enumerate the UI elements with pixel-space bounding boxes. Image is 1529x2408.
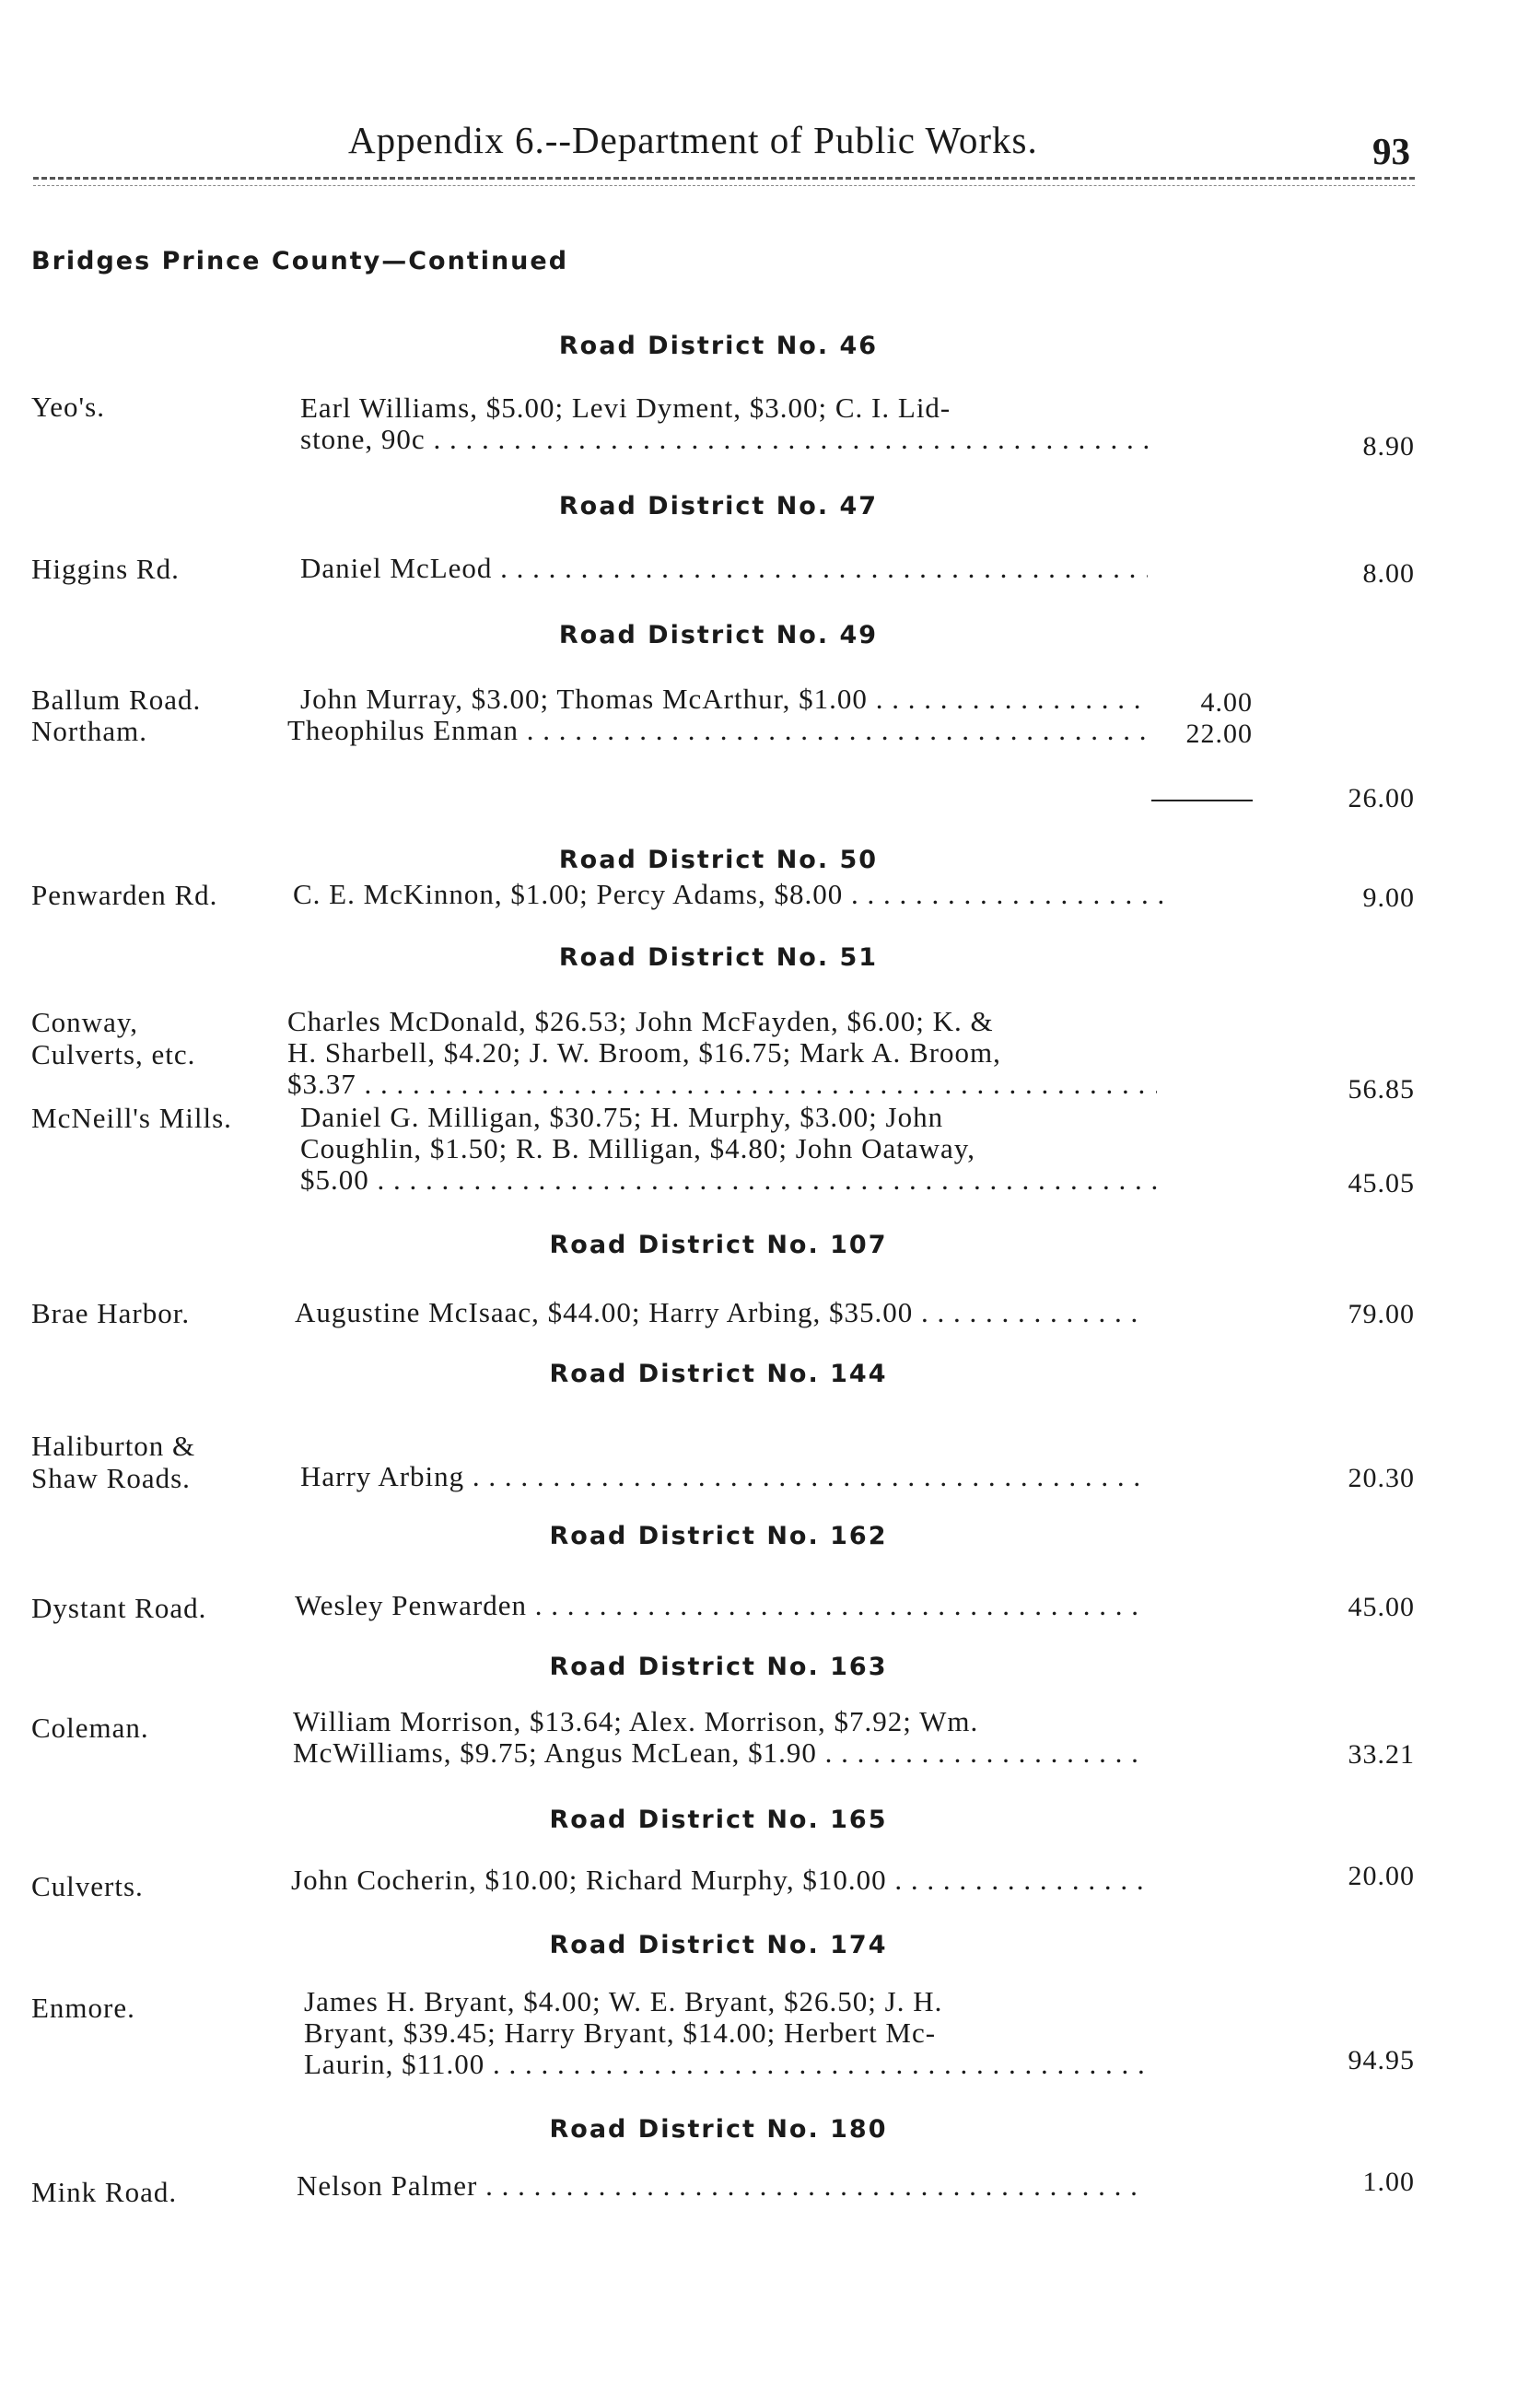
district-heading: Road District No. 165: [549, 1806, 888, 1834]
payee-entry: [300, 392, 1148, 455]
location-label: Higgins Rd.: [31, 553, 180, 585]
entry-line: stone, 90c . . .: [300, 424, 1148, 455]
payee-entry: [293, 879, 1162, 910]
district-heading: Road District No. 163: [549, 1653, 888, 1681]
location-label: Haliburton & Shaw Roads.: [31, 1430, 196, 1494]
district-total: 8.00: [1362, 558, 1415, 589]
item-amount: 22.00: [1185, 719, 1253, 749]
entry-line: Coughlin, $1.50; R. B. Milligan, $4.80; John Oataway,: [300, 1133, 975, 1164]
entry-line: Theophilus Enman . . .: [287, 715, 1148, 746]
district-heading: Road District No. 180: [549, 2115, 888, 2144]
page-number: 93: [1372, 130, 1410, 172]
district-total: 20.30: [1348, 1463, 1415, 1493]
entry-line: $3.37 . . .: [287, 1069, 1157, 1100]
district-heading: Road District No. 144: [549, 1360, 888, 1388]
district-total: 20.00: [1348, 1861, 1415, 1891]
district-total: 33.21: [1348, 1739, 1415, 1770]
location-label: Penwarden Rd.: [31, 879, 218, 911]
entry-line: McWilliams, $9.75; Angus McLean, $1.90 . . .: [293, 1737, 1148, 1769]
entry-line: James H. Bryant, $4.00; W. E. Bryant, $26.50; J. H.: [304, 1986, 943, 2017]
entry-line: William Morrison, $13.64; Alex. Morrison, $7.92; Wm.: [293, 1706, 979, 1737]
payee-entry: [287, 715, 1148, 746]
header-rule-secondary: [33, 185, 1415, 186]
district-heading: Road District No. 107: [549, 1231, 888, 1259]
payee-entry: [300, 684, 1148, 715]
payee-entry: [293, 1706, 1148, 1769]
payee-entry: [291, 1864, 1148, 1896]
district-heading: Road District No. 162: [549, 1522, 888, 1550]
location-label: Northam.: [31, 715, 147, 747]
item-amount: 4.00: [1200, 687, 1253, 718]
payee-entry: [287, 1006, 1157, 1100]
entry-line: Augustine McIsaac, $44.00; Harry Arbing, $35.00 . . .: [295, 1297, 1148, 1328]
location-label: Culverts.: [31, 1870, 144, 1902]
district-heading: Road District No. 50: [558, 846, 879, 874]
district-heading: Road District No. 47: [558, 492, 879, 520]
location-label: Ballum Road.: [31, 684, 202, 716]
payee-entry: [300, 1461, 1148, 1492]
location-label: McNeill's Mills.: [31, 1102, 232, 1134]
district-total: 45.05: [1348, 1168, 1415, 1198]
entry-line: Daniel G. Milligan, $30.75; H. Murphy, $3.00; John: [300, 1102, 944, 1133]
location-label: Brae Harbor.: [31, 1297, 191, 1329]
district-total: 94.95: [1348, 2045, 1415, 2075]
district-total: 9.00: [1362, 883, 1415, 913]
entry-line: Laurin, $11.00 . . .: [304, 2049, 1148, 2080]
district-total: 45.00: [1348, 1592, 1415, 1622]
payee-entry: [295, 1297, 1148, 1328]
district-total: 1.00: [1362, 2167, 1415, 2197]
entry-line: Bryant, $39.45; Harry Bryant, $14.00; Herbert Mc-: [304, 2017, 937, 2049]
entry-line: Wesley Penwarden . . .: [295, 1590, 1148, 1621]
district-total: 26.00: [1348, 783, 1415, 813]
entry-line: C. E. McKinnon, $1.00; Percy Adams, $8.00 . . .: [293, 879, 1162, 910]
entry-line: Harry Arbing . . .: [300, 1461, 1148, 1492]
district-total: 56.85: [1348, 1074, 1415, 1105]
location-label: Yeo's.: [31, 391, 105, 423]
payee-entry: [297, 2170, 1148, 2202]
payee-entry: [300, 1102, 1157, 1196]
district-heading: Road District No. 49: [558, 621, 879, 649]
payee-entry: [304, 1986, 1148, 2080]
payee-entry: [295, 1590, 1148, 1621]
location-label: Enmore.: [31, 1992, 135, 2024]
payee-entry: [300, 553, 1148, 584]
entry-line: Charles McDonald, $26.53; John McFayden, $6.00; K. &: [287, 1006, 994, 1037]
entry-line: Nelson Palmer . . .: [297, 2170, 1148, 2202]
running-head: Appendix 6.--Department of Public Works.: [348, 119, 1038, 161]
district-heading: Road District No. 174: [549, 1931, 888, 1959]
entry-line: John Cocherin, $10.00; Richard Murphy, $10.00 . . .: [291, 1864, 1148, 1896]
header-rule: [33, 177, 1415, 180]
section-title: Bridges Prince County—Continued: [31, 247, 569, 275]
district-total: 79.00: [1348, 1299, 1415, 1329]
district-heading: Road District No. 51: [558, 943, 879, 972]
entry-line: John Murray, $3.00; Thomas McArthur, $1.00 . . .: [300, 684, 1148, 715]
entry-line: H. Sharbell, $4.20; J. W. Broom, $16.75; Mark A. Broom,: [287, 1037, 1001, 1069]
district-heading: Road District No. 46: [558, 332, 879, 360]
district-total: 8.90: [1362, 431, 1415, 462]
subtotal-rule: [1151, 800, 1253, 801]
location-label: Mink Road.: [31, 2176, 178, 2208]
entry-line: Daniel McLeod . . .: [300, 553, 1148, 584]
location-label: Conway, Culverts, etc.: [31, 1006, 196, 1070]
entry-line: Earl Williams, $5.00; Levi Dyment, $3.00; C. I. Lid-: [300, 392, 951, 424]
entry-line: $5.00 . . .: [300, 1164, 1157, 1196]
location-label: Dystant Road.: [31, 1592, 207, 1624]
location-label: Coleman.: [31, 1712, 149, 1744]
